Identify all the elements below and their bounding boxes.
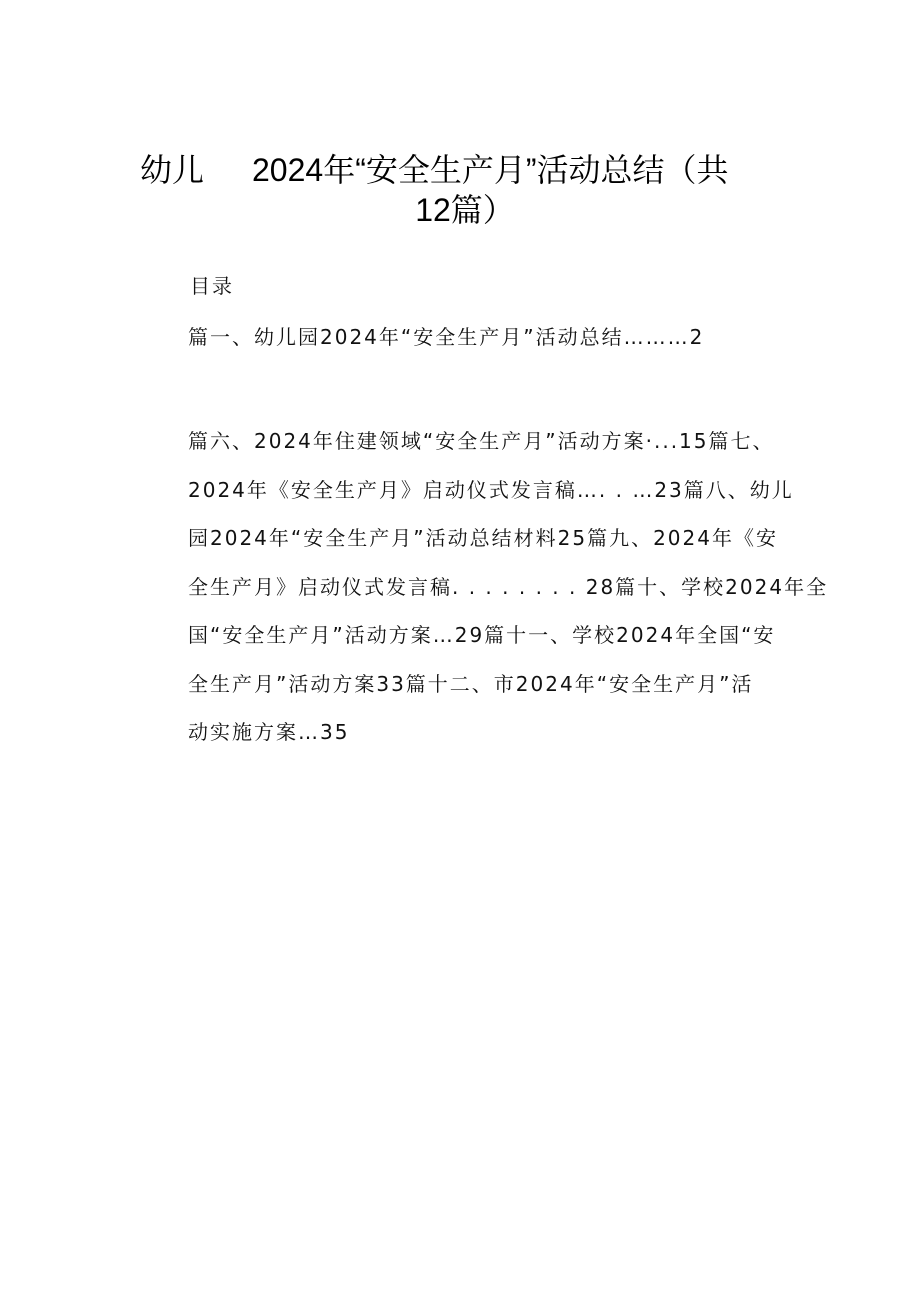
toc-line: 动实施方案…35 [188,720,350,744]
toc-line: 园2024年“安全生产月”活动总结材料25篇九、2024年《安 [188,526,778,550]
toc-line: 国“安全生产月”活动方案…29篇十一、学校2024年全国“安 [188,623,776,647]
toc-line: 全生产月》启动仪式发言稿. . . . . . . . 28篇十、学校2024年全 [188,574,829,599]
toc-line: 2024年《安全生产月》启动仪式发言稿…. . …23篇八、幼儿 [188,477,794,502]
toc-body [188,417,829,757]
toc-heading: 目录 [190,274,234,298]
title-cont: 12篇） [415,192,515,228]
title-main: 2024年“安全生产月”活动总结（共 [252,152,729,188]
toc-line: 篇六、2024年住建领域“安全生产月”活动方案·...15篇七、 [188,429,775,453]
title-lead: 幼儿 [140,152,205,188]
toc-entry-first: 篇一、幼儿园2024年“安全生产月”活动总结………2 [188,325,705,349]
document-title-continuation [140,170,790,230]
toc-line: 全生产月”活动方案33篇十二、市2024年“安全生产月”活 [188,671,754,696]
